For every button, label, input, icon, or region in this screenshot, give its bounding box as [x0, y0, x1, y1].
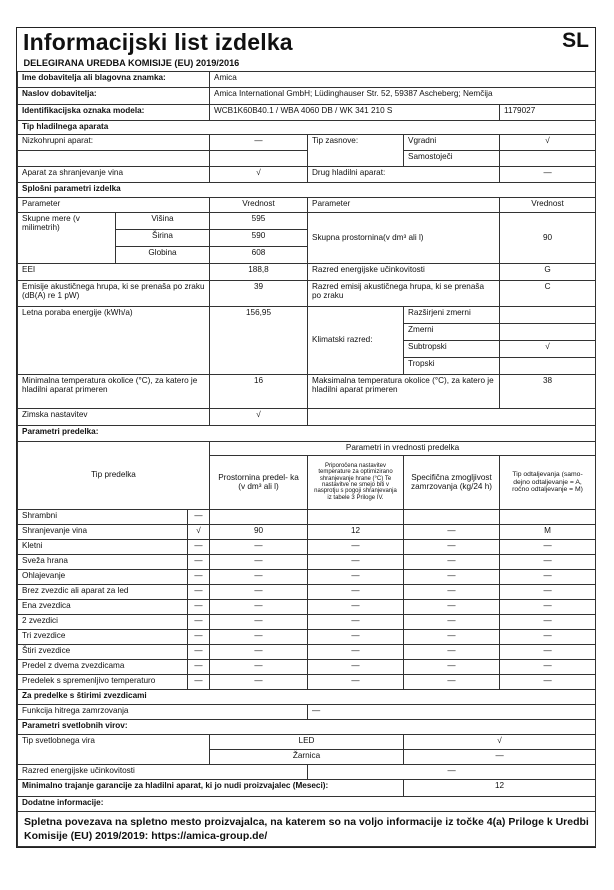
compartment-flag: √: [188, 524, 210, 539]
compartment-flag: —: [188, 644, 210, 659]
climate-tropical-value: [500, 357, 596, 374]
compartment-name: Shranjevanje vina: [18, 524, 188, 539]
climate-subtropical-value: √: [500, 340, 596, 357]
compartment-defrost: —: [500, 554, 596, 569]
compartment-flag: —: [188, 554, 210, 569]
compartment-freezing: —: [404, 614, 500, 629]
compartment-temperature: —: [308, 614, 404, 629]
light-class-value: —: [308, 764, 596, 779]
col-defrost-header: Tip odtaljevanja (samo- dejno odtaljevanje = A, ročno odtaljevanje = M): [500, 455, 596, 509]
table-row: [18, 509, 596, 524]
col-temperature-header: Priporočena nastavitev temperature za optimizirano shranjevanje hrane (°C) Te nastavitve ne smejo biti v nasprotju s pogoji shranjevanja iz tabele 3 Priloge IV.: [308, 455, 404, 509]
model-id-label: Identifikacijska oznaka modela:: [18, 104, 210, 120]
compartment-freezing: —: [404, 524, 500, 539]
section-additional-info: Dodatne informacije:: [18, 796, 596, 811]
compartment-temperature: —: [308, 659, 404, 674]
compartment-temperature: —: [308, 599, 404, 614]
light-type-label: Tip svetlobnega vira: [18, 734, 210, 764]
param-header: Parameter: [18, 197, 210, 212]
compartment-defrost: —: [500, 539, 596, 554]
table-row: [18, 524, 596, 539]
section-general-params: Splošni parametri izdelka: [18, 182, 596, 197]
builtin-value: √: [500, 134, 596, 150]
compartment-temperature: —: [308, 644, 404, 659]
climate-class-label: Klimatski razred:: [308, 306, 404, 374]
fast-freeze-label: Funkcija hitrega zamrzovanja: [18, 704, 308, 719]
page-title: Informacijski list izdelka: [23, 29, 293, 55]
climate-tropical-label: Tropski: [404, 357, 500, 374]
compartment-name: Ohlajevanje: [18, 569, 188, 584]
compartment-temperature: —: [308, 569, 404, 584]
table-row: [18, 674, 596, 689]
compartment-defrost: —: [500, 659, 596, 674]
section-appliance-type: Tip hladilnega aparata: [18, 120, 596, 134]
compartment-freezing: [404, 509, 500, 524]
supplier-address-value: Amica International GmbH; Lüdinghauser Str. 52, 59387 Ascheberg; Nemčija: [210, 87, 596, 104]
freestanding-label: Samostoječi: [404, 150, 500, 166]
compartment-name: Predelek s spremenljivo temperaturo: [18, 674, 188, 689]
compartment-freezing: —: [404, 554, 500, 569]
compartment-volume: —: [210, 599, 308, 614]
compartment-name: 2 zvezdici: [18, 614, 188, 629]
supplier-address-label: Naslov dobavitelja:: [18, 87, 210, 104]
warranty-label: Minimalno trajanje garancije za hladilni aparat, ki jo nudi proizvajalec (Meseci):: [18, 779, 404, 796]
compartment-volume: —: [210, 554, 308, 569]
compartment-flag: —: [188, 584, 210, 599]
section-compartment-params: Parametri predelka:: [18, 425, 596, 441]
width-value: 590: [210, 229, 308, 246]
low-noise-value: —: [210, 134, 308, 150]
compartment-temperature: —: [308, 554, 404, 569]
winter-setting-value: √: [210, 408, 308, 425]
energy-class-label: Razred energijske učinkovitosti: [308, 263, 500, 280]
col-freezing-header: Specifična zmogljivost zamrzovanja (kg/24 h): [404, 455, 500, 509]
compartment-freezing: —: [404, 569, 500, 584]
info-table: [17, 58, 596, 847]
compartment-name: Tri zvezdice: [18, 629, 188, 644]
compartment-defrost: —: [500, 584, 596, 599]
compartment-volume: —: [210, 644, 308, 659]
supplier-name-value: Amica: [210, 71, 596, 87]
annual-energy-label: Letna poraba energije (kWh/a): [18, 306, 210, 374]
climate-extended-label: Razširjeni zmerni: [404, 306, 500, 323]
compartment-freezing: —: [404, 539, 500, 554]
min-temp-value: 16: [210, 374, 308, 408]
compartment-freezing: —: [404, 674, 500, 689]
min-temp-label: Minimalna temperatura okolice (°C), za katero je hladilni aparat primeren: [18, 374, 210, 408]
compartment-name: Shrambni: [18, 509, 188, 524]
product-information-sheet: [16, 27, 596, 848]
bulb-label: Žarnica: [210, 749, 404, 764]
compartment-defrost: —: [500, 614, 596, 629]
table-row: [18, 614, 596, 629]
compartment-flag: —: [188, 674, 210, 689]
compartment-flag: —: [188, 629, 210, 644]
total-volume-label: Skupna prostornina(v dm³ ali l): [308, 212, 500, 263]
compartment-defrost: M: [500, 524, 596, 539]
value-header-2: Vrednost: [500, 197, 596, 212]
compartment-params-header: Parametri in vrednosti predelka: [210, 441, 596, 455]
compartment-defrost: —: [500, 674, 596, 689]
section-light-source: Parametri svetlobnih virov:: [18, 719, 596, 734]
led-label: LED: [210, 734, 404, 749]
table-row: [18, 629, 596, 644]
climate-extended-value: [500, 306, 596, 323]
compartment-name: Kletni: [18, 539, 188, 554]
compartment-flag: —: [188, 659, 210, 674]
compartment-flag: —: [188, 599, 210, 614]
compartment-volume: —: [210, 614, 308, 629]
table-row: [18, 584, 596, 599]
compartment-name: Sveža hrana: [18, 554, 188, 569]
table-row: [18, 569, 596, 584]
compartment-volume: 90: [210, 524, 308, 539]
compartment-volume: —: [210, 629, 308, 644]
model-id-value: WCB1K60B40.1 / WBA 4060 DB / WK 341 210 S: [210, 104, 500, 120]
compartment-rows: [18, 509, 596, 689]
compartment-name: Štiri zvezdice: [18, 644, 188, 659]
col-volume-header: Prostornina predel- ka (v dm³ ali l): [210, 455, 308, 509]
compartment-name: Predel z dvema zvezdicama: [18, 659, 188, 674]
table-row: [18, 554, 596, 569]
compartment-name: Ena zvezdica: [18, 599, 188, 614]
climate-temperate-label: Zmerni: [404, 323, 500, 340]
compartment-defrost: —: [500, 599, 596, 614]
param-header-2: Parameter: [308, 197, 500, 212]
noise-emission-label: Emisije akustičnega hrupa, ki se prenaša po zraku (dB(A) re 1 pW): [18, 280, 210, 306]
table-row: [18, 659, 596, 674]
compartment-flag: —: [188, 614, 210, 629]
compartment-volume: —: [210, 539, 308, 554]
noise-class-label: Razred emisij akustičnega hrupa, ki se prenaša po zraku: [308, 280, 500, 306]
low-noise-label: Nizkohrupni aparat:: [18, 134, 210, 150]
height-label: Višina: [116, 212, 210, 229]
supplier-name-label: Ime dobavitelja ali blagovna znamka:: [18, 71, 210, 87]
other-appliance-label: Drug hladilni aparat:: [308, 166, 500, 182]
compartment-type-header: Tip predelka: [18, 441, 210, 509]
compartment-flag: —: [188, 509, 210, 524]
model-code: 1179027: [500, 104, 596, 120]
light-class-label: Razred energijske učinkovitosti: [18, 764, 308, 779]
compartment-defrost: —: [500, 644, 596, 659]
compartment-temperature: —: [308, 629, 404, 644]
noise-emission-value: 39: [210, 280, 308, 306]
compartment-defrost: [500, 509, 596, 524]
table-row: [18, 599, 596, 614]
width-label: Širina: [116, 229, 210, 246]
noise-class-value: C: [500, 280, 596, 306]
max-temp-label: Maksimalna temperatura okolice (°C), za katero je hladilni aparat primeren: [308, 374, 500, 408]
warranty-value: 12: [404, 779, 596, 796]
climate-temperate-value: [500, 323, 596, 340]
led-value: √: [404, 734, 596, 749]
compartment-freezing: —: [404, 644, 500, 659]
value-header: Vrednost: [210, 197, 308, 212]
compartment-flag: —: [188, 539, 210, 554]
compartment-volume: —: [210, 659, 308, 674]
regulation-title: DELEGIRANA UREDBA KOMISIJE (EU) 2019/2016: [18, 58, 596, 71]
compartment-temperature: —: [308, 584, 404, 599]
design-type-label: Tip zasnove:: [308, 134, 404, 166]
depth-label: Globina: [116, 246, 210, 263]
eei-value: 188,8: [210, 263, 308, 280]
wine-storage-value: √: [210, 166, 308, 182]
fast-freeze-value: —: [308, 704, 596, 719]
depth-value: 608: [210, 246, 308, 263]
table-row: [18, 644, 596, 659]
compartment-temperature: —: [308, 674, 404, 689]
climate-subtropical-label: Subtropski: [404, 340, 500, 357]
compartment-freezing: —: [404, 659, 500, 674]
compartment-temperature: —: [308, 539, 404, 554]
total-volume-value: 90: [500, 212, 596, 263]
compartment-volume: —: [210, 584, 308, 599]
compartment-name: Brez zvezdic ali aparat za led: [18, 584, 188, 599]
dimensions-label: Skupne mere (v milimetrih): [18, 212, 116, 263]
other-appliance-value: —: [500, 166, 596, 182]
bulb-value: —: [404, 749, 596, 764]
compartment-volume: [210, 509, 308, 524]
compartment-temperature: 12: [308, 524, 404, 539]
compartment-temperature: [308, 509, 404, 524]
freestanding-value: [500, 150, 596, 166]
language-code: SL: [562, 29, 589, 52]
wine-storage-label: Aparat za shranjevanje vina: [18, 166, 210, 182]
height-value: 595: [210, 212, 308, 229]
compartment-defrost: —: [500, 629, 596, 644]
annual-energy-value: 156,95: [210, 306, 308, 374]
additional-info-text: Spletna povezava na spletno mesto proizvajalca, na katerem so na voljo informacije iz točke 4(a) Priloge k Uredbi Komisije (EU) 2019/2019: https://amica-group.de/: [18, 811, 596, 846]
compartment-flag: —: [188, 569, 210, 584]
winter-setting-label: Zimska nastavitev: [18, 408, 210, 425]
eei-label: EEI: [18, 263, 210, 280]
builtin-label: Vgradni: [404, 134, 500, 150]
table-row: [18, 539, 596, 554]
section-four-star: Za predelke s štirimi zvezdicami: [18, 689, 596, 704]
max-temp-value: 38: [500, 374, 596, 408]
energy-class-value: G: [500, 263, 596, 280]
compartment-freezing: —: [404, 584, 500, 599]
compartment-freezing: —: [404, 599, 500, 614]
compartment-defrost: —: [500, 569, 596, 584]
compartment-freezing: —: [404, 629, 500, 644]
compartment-volume: —: [210, 569, 308, 584]
compartment-volume: —: [210, 674, 308, 689]
sheet-header: [17, 28, 595, 58]
